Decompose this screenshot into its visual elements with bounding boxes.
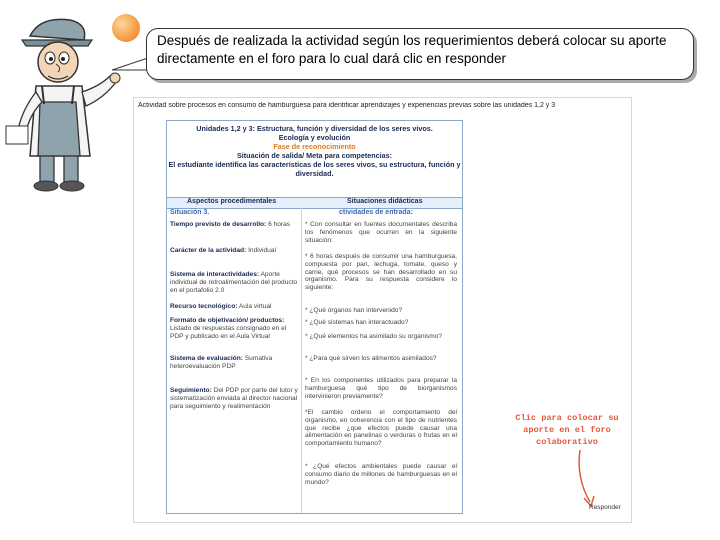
speech-bubble xyxy=(146,28,694,80)
phase-label: Fase de reconocimiento xyxy=(273,142,356,151)
situation-line: Situación de salida/ Meta para competencias: xyxy=(237,151,392,160)
goal-text: El estudiante identifica las características de los seres vivos, su estructura, función y diversidad. xyxy=(168,160,461,178)
left-item: Sistema de interactividades: Aporte individual de retroalimentación del producto en el portafolio 2.0 xyxy=(170,271,298,294)
right-item: * ¿Qué sistemas han interactuado? xyxy=(305,319,409,326)
right-item: * ¿Qué elementos ha asimilado su organismo? xyxy=(305,333,443,340)
activity-heading: Actividad sobre procesos en consumo de hamburguesa para identificar aprendizajes y experiencias previas sobre las unidades 1,2 y 3 xyxy=(138,102,556,109)
col-right-header: Situaciones didácticas xyxy=(347,198,423,205)
left-item: Formato de objetivación/ productos: Listado de respuestas consignado en el PDP y publicado en el Aula Virtual xyxy=(170,317,287,340)
annotation-text: Clic para colocar su aporte en el foro colaborativo xyxy=(515,413,619,447)
unit-title: Unidades 1,2 y 3: Estructura, función y diversidad de los seres vivos. xyxy=(196,124,433,133)
right-item: * ¿Qué órganos han intervenido? xyxy=(305,307,403,314)
right-item: * En los componentes utilizados para preparar la hamburguesa qué tipo de biorganismos intervinieron previamente? xyxy=(305,377,457,400)
right-item: * ¿Qué efectos ambientales puede causar el consumo diario de millones de hamburguesas en el mundo? xyxy=(305,463,457,486)
column-header xyxy=(167,197,462,209)
right-item: * 6 horas después de consumir una hamburguesa, compuesta por pan, lechuga, tomate, queso y carne, qué procesos se han desarrollado en su organismo. Para su respuesta considere lo siguiente: xyxy=(305,253,457,292)
left-item: Sistema de evaluación: Sumativa heteroevaluación PDP xyxy=(170,355,273,370)
column-divider xyxy=(301,207,302,513)
mascot-illustration xyxy=(0,6,140,196)
situation-label: Situación 3. xyxy=(170,209,210,216)
entry-activities-label: ctividades de entrada: xyxy=(339,209,413,216)
right-item: *El cambio ordeno el comportamiento del organismo, en coherencia con el tipo de nutrientes que recibe ¿que efectos puede causar una alimentación en panelinas o verduras o frutas en el comportamiento humano? xyxy=(305,409,457,448)
callout-text: Después de realizada la actividad según los requerimientos deberá colocar su aporte directamente en el foro para lo cual dará clic en responder xyxy=(157,33,667,66)
right-item: * Con consultar en fuentes documentales describa los fenómenos que ocurren en la siguiente situación: xyxy=(305,221,457,244)
col-left-header: Aspectos procedimentales xyxy=(187,198,277,205)
activity-table xyxy=(166,120,463,514)
unit-subtitle: Ecología y evolución xyxy=(278,133,351,142)
left-item: Carácter de la actividad: Individual xyxy=(170,247,276,254)
arrow-down-icon xyxy=(574,448,604,512)
right-item: * ¿Para qué sirven los alimentos asimilados? xyxy=(305,355,437,362)
left-item: Recurso tecnológico: Aula virtual xyxy=(170,303,272,310)
embedded-screenshot xyxy=(133,97,632,523)
reply-link[interactable]: Responder xyxy=(589,504,621,511)
left-item: Seguimiento: Del PDP por parte del tutor y sistematización enviada al director nacional para seguimiento y realimentación xyxy=(170,387,298,410)
left-item: Tiempo previsto de desarrollo: 6 horas xyxy=(170,221,291,228)
